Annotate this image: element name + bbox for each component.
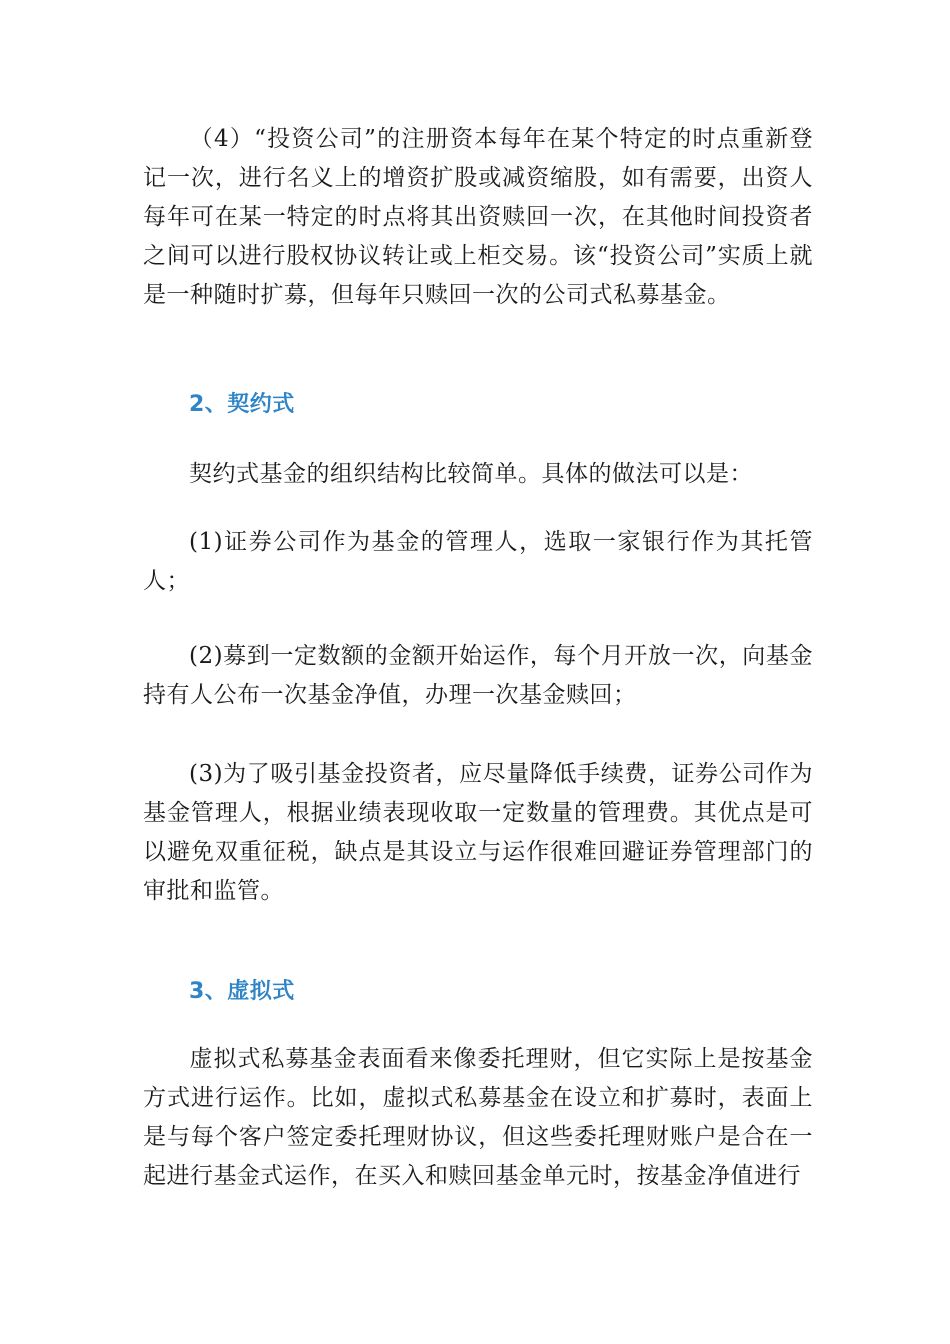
paragraph-text: (1)证券公司作为基金的管理人，选取一家银行作为其托管人； [143,529,813,594]
paragraph-text: (2)募到一定数额的金额开始运作，每个月开放一次，向基金持有人公布一次基金净值，办理一次基金赎回； [143,643,813,708]
paragraph-text: （4）“投资公司”的注册资本每年在某个特定的时点重新登记一次，进行名义上的增资扩股或减资缩股，如有需要，出资人每年可在某一特定的时点将其出资赎回一次，在其他时间投资者之间可以进行股权协议转让或上柜交易。该“投资公司”实质上就是一种随时扩募，但每年只赎回一次的公司式私募基金。 [143,126,813,308]
paragraph-text: 虚拟式私募基金表面看来像委托理财，但它实际上是按基金方式进行运作。比如，虚拟式私募基金在设立和扩募时，表面上是与每个客户签定委托理财协议，但这些委托理财账户是合在一起进行基金式运作，在买入和赎回基金单元时，按基金净值进行 [143,1046,813,1189]
section-heading-virtual: 3、虚拟式 [189,979,295,1004]
paragraph-text: 契约式基金的组织结构比较简单。具体的做法可以是： [189,461,753,487]
paragraph-virtual-fund [143,1040,813,1196]
paragraph-contractual-item-2 [143,637,813,715]
section-heading-contractual: 2、契约式 [189,392,295,417]
paragraph-contractual-intro [143,455,813,494]
paragraph-contractual-item-3 [143,755,813,911]
paragraph-contractual-item-1 [143,523,813,601]
paragraph-company-fund-detail [143,120,813,315]
paragraph-text: (3)为了吸引基金投资者，应尽量降低手续费，证券公司作为基金管理人，根据业绩表现收取一定数量的管理费。其优点是可以避免双重征税，缺点是其设立与运作很难回避证券管理部门的审批和监管。 [143,761,813,904]
